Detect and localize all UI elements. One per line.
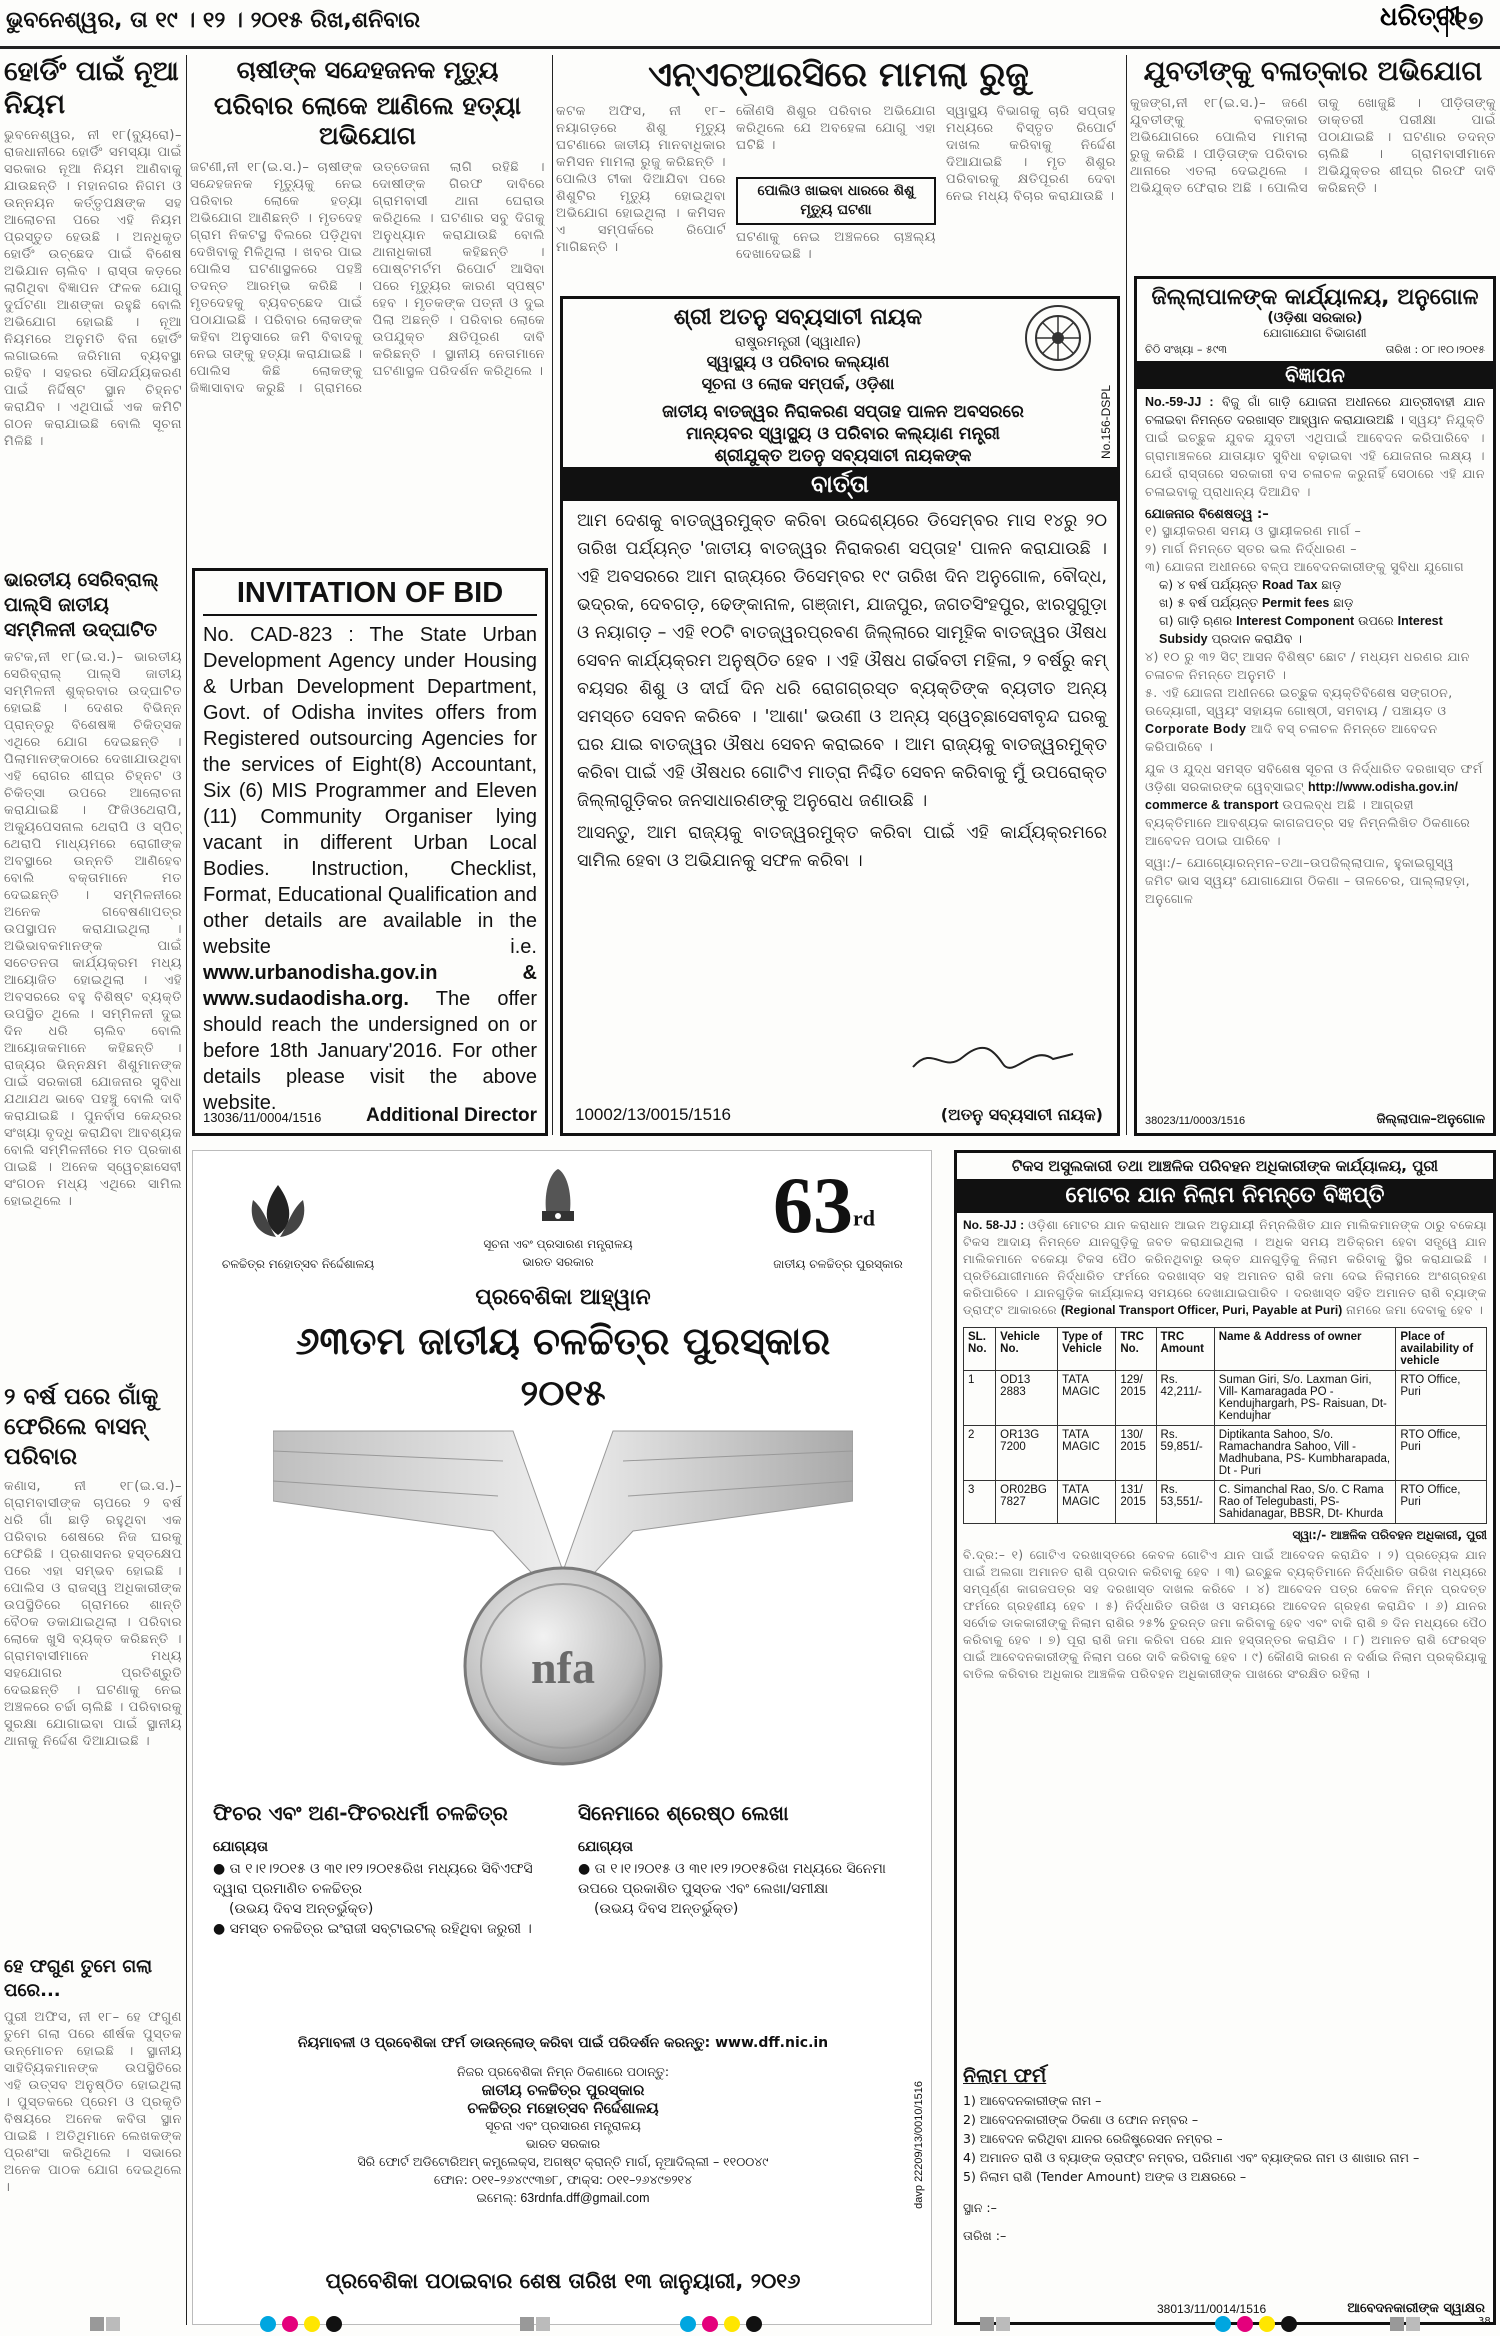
auction-form [963,2065,1487,2244]
vehicle-table-cell: 130/ 2015 [1116,1426,1156,1481]
vehicle-table-cell: 2 [964,1426,996,1481]
vehicle-table-cell: C. Simanchal Rao, S/o. C Rama Rao of Telegubasti, PS- Sahidanagar, BBSR, Dt- Khurda [1214,1481,1396,1524]
col1-story-basan: ୨ ବର୍ଷ ପରେ ଗାଁକୁ ଫେରିଲେ ବାସନ୍ ପରିବାର କଣାସ, ନୀ ୧୮(ଇ.ସ.)– ଗ୍ରାମବାସୀଙ୍କ ଚାପରେ ୨ ବର୍ଷ ଧରି ଗାଁ ଛାଡ଼ି ରହୁଥିବା ଏକ ପରିବାର ଶେଷରେ ନିଜ ଘରକୁ ଫେରିଛି । ପ୍ରଶାସନର ହସ୍ତକ୍ଷେପ ପରେ ଏହା ସମ୍ଭବ ହୋଇଛି । ପୋଲିସ ଓ ରାଜସ୍ୱ ଅଧିକାରୀଙ୍କ ଉପସ୍ଥିତିରେ ଗ୍ରାମରେ ଶାନ୍ତି ବୈଠକ ଡକାଯାଇଥିଲା । ପରିବାର ଲୋକେ ଖୁସି ବ୍ୟକ୍ତ କରିଛନ୍ତି । ଗ୍ରାମବାସୀମାନେ ମଧ୍ୟ ସହଯୋଗର ପ୍ରତିଶ୍ରୁତି ଦେଇଛନ୍ତି । ଘଟଣାକୁ ନେଇ ଅଞ୍ଚଳରେ ଚର୍ଚ୍ଚା ଚାଲିଛି । ପରିବାରକୁ ସୁରକ୍ଷା ଯୋଗାଇବା ପାଇଁ ସ୍ଥାନୀୟ ଥାନାକୁ ନିର୍ଦ୍ଦେଶ ଦିଆଯାଇଛି । [4,1384,182,1749]
addr-line-8[interactable]: ଇମେଲ୍: 63rdnfa.dff@gmail.com [476,2191,650,2205]
bid-website-1[interactable]: www.urbanodisha.gov.in & [203,962,537,984]
page-mark: 38 [1478,2316,1491,2327]
collector-sign: ଜିଲ୍ଲାପାଳ–ଅନୁଗୋଳ [1376,1112,1485,1127]
collector-code: 38023/11/0003/1516 [1145,1115,1246,1127]
auction-form-item: 3) ଆବେଦନ କରିଥିବା ଯାନର ରେଜିଷ୍ଟ୍ରେସନ ନମ୍ବର – [963,2131,1223,2146]
auction-form-item: 4) ଅମାନତ ରାଶି ଓ ବ୍ୟାଙ୍କ ଡ୍ରାଫ୍ଟ ନମ୍ବର, ପରିମାଣ ଏବଂ ବ୍ୟାଙ୍କର ନାମ ଓ ଶାଖାର ନାମ – [963,2150,1420,2165]
message-body [577,507,1107,1012]
addr-line-4: ସୂଚନା ଏବଂ ପ୍ରସାରଣ ମନ୍ତ୍ରାଳୟ [485,2118,641,2133]
bid-code: 13036/11/0004/1516 [203,1110,322,1125]
vehicle-table-header: Place of availability of vehicle [1396,1328,1487,1371]
corporate-body: Corporate Body [1145,722,1247,736]
collector-website-2[interactable]: commerce & transport [1145,798,1279,812]
vehicle-table-cell: 3 [964,1481,996,1524]
minister-signature [903,1039,1083,1079]
collector-features: ଯୋଜନାର ବିଶେଷତ୍ୱ :– [1145,507,1269,522]
interest-subsidy: Interest Subsidy [1159,614,1443,646]
addr-line-3: ଚଳଚ୍ଚିତ୍ର ମହୋତ୍ସବ ନିର୍ଦ୍ଦେଶାଳୟ [467,2099,659,2117]
interest-component: Interest Component [1236,614,1355,628]
vehicle-table-cell: RTO Office, Puri [1396,1371,1487,1426]
collector-website[interactable]: http://www.odisha.gov.in/ [1308,780,1459,794]
big-63-suffix: rd [853,1205,875,1231]
bid-ad [192,568,548,1136]
big-63: 63 [773,1162,853,1250]
medal-text: nfa [531,1642,595,1693]
minister-name: ଶ୍ରୀ ଅତନୁ ସବ୍ୟସାଚୀ ନାୟକ [673,305,923,330]
message-paragraph-2: ଆସନ୍ତୁ, ଆମ ରାଜ୍ୟକୁ ବାତଜ୍ୱରମୁକ୍ତ କରିବା ପାଇଁ ଏହି କାର୍ଯ୍ୟକ୍ରମରେ ସାମିଲ ହେବା ଓ ଅଭିଯାନକୁ ସଫଳ କରିବା । [577,823,1107,871]
vehicle-table-row [964,1426,1487,1481]
headline-farmer: ପରିବାର ଲୋକେ ଆଣିଲେ ହତ୍ୟା ଅଭିଯୋଗ [213,91,522,150]
category-feature-title: ଫିଚର ଏବଂ ଅଣ-ଫିଚରଧର୍ମୀ ଚଳଚ୍ଚିତ୍ର [213,1801,508,1825]
auction-form-item-label: ଆବେଦନକାରୀଙ୍କ ନାମ – [979,2093,1102,2108]
addr-line-2: ଜାତୀୟ ଚଳଚ୍ଚିତ୍ର ପୁରସ୍କାର [481,2081,645,2099]
category-writing-title: ସିନେମାରେ ଶ୍ରେଷ୍ଠ ଲେଖା [578,1801,789,1825]
category-feature: ଫିଚର ଏବଂ ଅଣ-ଫିଚରଧର୍ମୀ ଚଳଚ୍ଚିତ୍ର ଯୋଗ୍ୟତା ● ତା ୧।୧।୨୦୧୫ ଓ ୩୧।୧୨।୨୦୧୫ରିଖ ମଧ୍ୟରେ ସିବିଏଫସି ଦ୍ୱାରା ପ୍ରମାଣିତ ଚଳଚ୍ଚିତ୍ର (ଉଭୟ ଦିବସ ଅନ୍ତର୍ଭୁକ୍ତ) ● ସମସ୍ତ ଚଳଚ୍ଚିତ୍ର ଇଂରାଜୀ ସବ୍‌ଟାଇଟଲ୍ ରହିଥିବା ଜରୁରୀ । [213,1801,558,1939]
bid-tail: The offer should reach the undersigned on or before 18th January'2016. For other details please visit the above website. [203,988,537,1114]
headline-basan: ୨ ବର୍ଷ ପରେ ଗାଁକୁ ଫେରିଲେ ବାସନ୍ ପରିବାର [4,1384,159,1470]
story-nhrc: ଏନ୍‌ଏଚ୍‌ଆରସିରେ ମାମଲା ରୁଜୁ କଟକ ଅଫିସ, ନୀ ୧୮– ନୟାଗଡ଼ରେ ଶିଶୁ ମୃତ୍ୟୁ ଘଟଣାରେ ଜାତୀୟ ମାନବାଧିକାର କମିସନ ମାମଲା ରୁଜୁ କରିଛନ୍ତି । ପୋଲିଓ ଟୀକା ଦିଆଯିବା ପରେ ଶିଶୁଟିର ମୃତ୍ୟୁ ହୋଇଥିବା ଅଭିଯୋଗ ହୋଇଥିଲା । କମିସନ ଏ ସମ୍ପର୍କରେ ରିପୋର୍ଟ ମାଗିଛନ୍ତି । କୌଣସି ଶିଶୁର ପରିବାର ଅଭିଯୋଗ କରିଥିଲେ ଯେ ଅବହେଳା ଯୋଗୁ ଏହା ଘଟିଛି । ପୋଲିଓ ଖାଇବା ଧାରରେ ଶିଶୁ ମୃତ୍ୟୁ ଘଟଣା ଘଟଣାକୁ ନେଇ ଅଞ୍ଚଳରେ ଚାଞ୍ଚଲ୍ୟ ଦେଖାଦେଇଛି । ସ୍ୱାସ୍ଥ୍ୟ ବିଭାଗକୁ ଚାରି ସପ୍ତାହ ମଧ୍ୟରେ ବିସ୍ତୃତ ରିପୋର୍ଟ ଦାଖଲ କରିବାକୁ ନିର୍ଦ୍ଦେଶ ଦିଆଯାଇଛି । ମୃତ ଶିଶୁର ପରିବାରକୁ କ୍ଷତିପୂରଣ ଦେବା ନେଇ ମଧ୍ୟ ବିଚାର କରାଯାଉଛି । [556,55,1121,290]
story-farmer: ଚାଷୀଙ୍କ ସନ୍ଦେହଜନକ ମୃତ୍ୟୁ ପରିବାର ଲୋକେ ଆଣିଲେ ହତ୍ୟା ଅଭିଯୋଗ ଜଟଣୀ,ନୀ ୧୮(ଇ.ସ.)– ଚାଷୀଙ୍କ ସନ୍ଦେହଜନକ ମୃତ୍ୟୁକୁ ନେଇ ପରିବାର ଲୋକେ ହତ୍ୟା ଅଭିଯୋଗ ଆଣିଛନ୍ତି । ମୃତଦେହ ଗ୍ରାମ ନିକଟସ୍ଥ ବିଲରେ ପଡ଼ିଥିବା ଦେଖିବାକୁ ମିଳିଥିଲା । ଖବର ପାଇ ପୋଲିସ ଘଟଣାସ୍ଥଳରେ ପହଞ୍ଚି ତଦନ୍ତ ଆରମ୍ଭ କରିଛି । ମୃତଦେହକୁ ବ୍ୟବଚ୍ଛେଦ ପାଇଁ ପଠାଯାଇଛି । ପରିବାର ଲୋକଙ୍କ କହିବା ଅନୁସାରେ ଜମି ବିବାଦକୁ ନେଇ ତାଙ୍କୁ ହତ୍ୟା କରାଯାଇଛି । ପୋଲିସ କିଛି ଲୋକଙ୍କୁ ଜିଜ୍ଞାସାବାଦ କରୁଛି । ଗ୍ରାମରେ ଉତ୍ତେଜନା ଲାଗି ରହିଛି । ଦୋଷୀଙ୍କ ଗିରଫ ଦାବିରେ ଗ୍ରାମବାସୀ ଥାନା ଘେରାଉ କରିଥିଲେ । ଘଟଣାର ସବୁ ଦିଗକୁ ଅନୁଧ୍ୟାନ କରାଯାଉଛି ବୋଲି ଥାନାଧିକାରୀ କହିଛନ୍ତି । ପୋଷ୍ଟମର୍ଟମ ରିପୋର୍ଟ ଆସିବା ପରେ ମୃତ୍ୟୁର କାରଣ ସ୍ପଷ୍ଟ ହେବ । ମୃତକଙ୍କ ପତ୍ନୀ ଓ ଦୁଇ ପିଲା ଅଛନ୍ତି । ପରିବାର ଲୋକେ ଉପଯୁକ୍ତ କ୍ଷତିପୂରଣ ଦାବି କରିଛନ୍ତି । ସ୍ଥାନୀୟ ନେତାମାନେ ଘଟଣାସ୍ଥଳ ପରିଦର୍ଶନ କରିଥିଲେ । [190,56,545,396]
auction-form-item-label: ଆବେଦନ କରିଥିବା ଯାନର ରେଜିଷ୍ଟ୍ରେସନ ନମ୍ବର – [979,2131,1223,2146]
bid-website-2[interactable]: www.sudaodisha.org. [203,988,409,1010]
occasion-line-1: ଜାତୀୟ ବାତଜ୍ୱର ନିରାକରଣ ସପ୍ତାହ ପାଳନ ଅବସରରେ [662,402,1024,422]
auction-form-item: 5) ନିଲାମ ରାଶି (Tender Amount) ଅଙ୍କ ଓ ଅକ୍ଷରରେ – [963,2169,1247,2184]
vehicle-table-cell: 129/ 2015 [1116,1371,1156,1426]
vehicle-table-cell: TATA MAGIC [1058,1481,1116,1524]
vehicle-table-cell: Rs. 53,551/- [1156,1481,1214,1524]
auction-form-item-label: ଆବେଦନକାରୀଙ୍କ ଠିକଣା ଓ ଫୋନ ନମ୍ବର – [979,2112,1199,2127]
film-davp: davp 22209/13/0010/1516 [913,2081,925,2209]
film-download[interactable]: ନିୟମାବଳୀ ଓ ପ୍ରବେଶିକା ଫର୍ମ ଡାଉନ୍‌ଲୋଡ୍ କରିବା ପାଇଁ ପରିଦର୍ଶନ କରନ୍ତୁ: www.dff.nic.in [297,2035,829,2051]
rto-office: ଟିକସ ଅସୁଲକାରୀ ତଥା ଆଞ୍ଚଳିକ ପରିବହନ ଅଧିକାରୀଙ୍କ କାର୍ଯ୍ୟାଳୟ, ପୁରୀ [1011,1157,1439,1175]
headline-palsy: ଭାରତୀୟ ସେରିବ୍ରାଲ୍ ପାଲ୍ସି ଜାତୀୟ ସମ୍ମିଳନୀ ଉଦ୍‌ଘାଟିତ [4,569,159,641]
minister-dept-1: ସ୍ୱାସ୍ଥ୍ୟ ଓ ପରିବାର କଲ୍ୟାଣ [706,352,890,371]
category-writing-elig: ଯୋଗ୍ୟତା [578,1839,633,1855]
masthead-logo: ଧରିତ୍ରୀ [1380,2,1462,32]
film-63-logo [773,1161,913,1251]
occasion-line-3: ଶ୍ରୀଯୁକ୍ତ ଅତନୁ ସବ୍ୟସାଚୀ ନାୟକଙ୍କ [714,446,972,466]
kicker-farmer: ଚାଷୀଙ୍କ ସନ୍ଦେହଜନକ ମୃତ୍ୟୁ [236,56,499,84]
message-banner [563,467,1117,501]
minister-sign-name: (ଅତନୁ ସବ୍ୟସାଚୀ ନାୟକ) [940,1105,1103,1124]
call-for-entries: ପ୍ରବେଶିକା ଆହ୍ୱାନ [475,1285,651,1310]
message-label: ବାର୍ତ୍ତା [810,470,870,498]
collector-p1: ବିଜୁ ଗାଁ ଗାଡ଼ି ଯୋଜନା ଅଧୀନରେ ଯାତ୍ରୀବାହୀ ଯାନ ଚଳାଇବା ନିମନ୍ତେ ଦରଖାସ୍ତ ଆହ୍ୱାନ କରାଯାଉଅଛି । [1145,394,1485,427]
minister-dept-2: ସୂଚନା ଓ ଲୋକ ସମ୍ପର୍କ, ଓଡ଼ିଶା [701,374,895,393]
vehicle-table-cell: 1 [964,1371,996,1426]
form-place: ସ୍ଥାନ :– [963,2200,997,2215]
medal-icon [273,1421,853,1766]
category-writing: ସିନେମାରେ ଶ୍ରେଷ୍ଠ ଲେଖା ଯୋଗ୍ୟତା ● ତା ୧।୧।୨୦୧୫ ଓ ୩୧।୧୨।୨୦୧୫ରିଖ ମଧ୍ୟରେ ସିନେମା ଉପରେ ପ୍ରକାଶିତ ପୁସ୍ତକ ଏବଂ ଲେଖା/ସମୀକ୍ଷା (ଉଭୟ ଦିବସ ଅନ୍ତର୍ଭୁକ୍ତ) [578,1801,918,1919]
story-rape: ଯୁବତୀଙ୍କୁ ବଳାତ୍କାର ଅଭିଯୋଗ କୁଜଙ୍ଗ,ନୀ ୧୮(ଇ.ସ.)– ଜଣେ ଯୁବତୀଙ୍କୁ ବଳାତ୍କାର ଅଭିଯୋଗରେ ପୋଲିସ ମାମଲା ରୁଜୁ କରିଛି । ପୀଡ଼ିତାଙ୍କ ପରିବାର ଥାନାରେ ଏତଲା ଦେଇଥିଲେ । ଅଭିଯୁକ୍ତ ଫେରାର ଅଛି । ପୋଲିସ ତାକୁ ଖୋଜୁଛି । ପୀଡ଼ିତାଙ୍କୁ ଡାକ୍ତରୀ ପରୀକ୍ଷା ପାଇଁ ପଠାଯାଇଛି । ଘଟଣାର ତଦନ୍ତ ଚାଲିଛି । ଗ୍ରାମବାସୀମାନେ ଅଭିଯୁକ୍ତର ଶୀଘ୍ର ଗିରଫ ଦାବି କରିଛନ୍ତି । [1130,56,1496,196]
vehicle-table-header: SL. No. [964,1328,996,1371]
vehicle-table-cell: RTO Office, Puri [1396,1481,1487,1524]
konark-wheel-icon [1027,307,1089,369]
film-award-title: ୬୩ତମ ଜାତୀୟ ଚଳଚ୍ଚିତ୍ର ପୁରସ୍କାର [295,1319,831,1363]
headline-hoarding: ହୋର୍ଡିଂ ପାଇଁ ନୂଆ ନିୟମ [4,56,179,120]
auction-form-title: ନିଲାମ ଫର୍ମ [963,2065,1047,2087]
collector-letter-no: ଚିଠି ସଂଖ୍ୟା – ୫୯୩ [1145,343,1227,356]
auction-form-item: 2) ଆବେଦନକାରୀଙ୍କ ଠିକଣା ଓ ଫୋନ ନମ୍ବର – [963,2112,1199,2127]
vehicle-table-header: TRC No. [1116,1328,1156,1371]
feature-eligibility-2: ସମସ୍ତ ଚଳଚ୍ଚିତ୍ର ଇଂରାଜୀ ସବ୍‌ଟାଇଟଲ୍ ରହିଥିବା ଜରୁରୀ । [229,1921,532,1937]
collector-date: ତାରିଖ : ୦୮।୧୦।୨୦୧୫ [1385,343,1485,356]
bid-signatory: Additional Director [365,1105,537,1126]
col1-story-hoarding: ହୋର୍ଡିଂ ପାଇଁ ନୂଆ ନିୟମ ଭୁବନେଶ୍ୱର, ନୀ ୧୮(ବ୍ୟୁରୋ)– ରାଜଧାନୀରେ ହୋର୍ଡିଂ ସମସ୍ୟା ପାଇଁ ସରକାର ନୂଆ ନିୟମ ଆଣିବାକୁ ଯାଉଛନ୍ତି । ମହାନଗର ନିଗମ ଓ ଉନ୍ନୟନ କର୍ତ୍ତୃପକ୍ଷଙ୍କ ସହ ଆଲୋଚନା ପରେ ଏହି ନିୟମ ପ୍ରସ୍ତୁତ ହେଉଛି । ଅନଧିକୃତ ହୋର୍ଡିଂ ଉଚ୍ଛେଦ ପାଇଁ ବିଶେଷ ଅଭିଯାନ ଚାଲିବ । ରାସ୍ତା କଡ଼ରେ ଲାଗିଥିବା ବିଜ୍ଞାପନ ଫଳକ ଯୋଗୁ ଦୁର୍ଘଟଣା ଆଶଙ୍କା ରହୁଛି ବୋଲି ଅଭିଯୋଗ ହୋଇଛି । ନୂଆ ନିୟମରେ ଅନୁମତି ବିନା ହୋର୍ଡିଂ ଲଗାଇଲେ ଜରିମାନା ବ୍ୟବସ୍ଥା ରହିବ । ସହରର ସୌନ୍ଦର୍ଯ୍ୟକରଣ ପାଇଁ ନିର୍ଦ୍ଦିଷ୍ଟ ସ୍ଥାନ ଚିହ୍ନଟ କରାଯିବ । ଏଥିପାଇଁ ଏକ କମିଟି ଗଠନ କରାଯାଇଛି ବୋଲି ସୂଚନା ମିଳିଛି । [4,56,182,449]
vehicle-table-cell: OD13 2883 [996,1371,1058,1426]
collector-title: ଜିଲ୍ଲାପାଳଙ୍କ କାର୍ଯ୍ୟାଳୟ, ଅନୁଗୋଳ [1151,285,1479,310]
dff-logo [233,1175,323,1255]
lotus-icon [233,1175,323,1255]
road-tax: Road Tax [1262,578,1318,592]
addr-line-1: ନିଜର ପ୍ରବେଶିକା ନିମ୍ନ ଠିକଣାରେ ପଠାନ୍ତୁ: [456,2064,670,2079]
header-rule [0,46,1500,49]
vehicle-table-cell: TATA MAGIC [1058,1426,1116,1481]
rto-no: No. 58-JJ : [963,1218,1025,1232]
org-center-2: ଭାରତ ସରକାର [522,1255,594,1269]
collector-banner: ବିଜ୍ଞାପନ [1137,361,1493,389]
rto-auction-ad: ଟିକସ ଅସୁଲକାରୀ ତଥା ଆଞ୍ଚଳିକ ପରିବହନ ଅଧିକାରୀଙ୍କ କାର୍ଯ୍ୟାଳୟ, ପୁରୀ ମୋଟର ଯାନ ନିଲାମ ନିମନ୍ତେ ବିଜ୍ଞପ୍ତି No. 58-JJ : ଓଡ଼ିଶା ମୋଟର ଯାନ କରାଧାନ ଆଇନ ଅନୁଯାୟୀ ନିମ୍ନଲିଖିତ ଯାନ ମାଲିକମାନଙ୍କ ଠାରୁ ବକେୟା ଟିକସ ଆଦାୟ ନିମନ୍ତେ ଯାନଗୁଡ଼ିକୁ ଜବତ କରାଯାଇଥିଲା । ଅଧିକ ସମୟ ଅତିକ୍ରମ ହେବା ସତ୍ତ୍ୱେ ଯାନ ମାଲିକମାନେ ବକେୟା ଟିକସ ପୈଠ କରିନଥିବାରୁ ଉକ୍ତ ଯାନଗୁଡ଼ିକୁ ନିଲାମ କରିବାକୁ ସ୍ଥିର କରାଯାଇଛି । ପ୍ରତିଯୋଗୀମାନେ ନିର୍ଦ୍ଧାରିତ ଫର୍ମରେ ଦରଖାସ୍ତ ସହ ଅମାନତ ରାଶି ଜମା ଦେଇ ନିଲାମରେ ଅଂଶଗ୍ରହଣ କରିପାରିବେ । ଯାନଗୁଡ଼ିକ କାର୍ଯ୍ୟାଳୟ ସମୟରେ ଦେଖାଯାଇପାରିବ । ଦରଖାସ୍ତ ସହିତ ଅମାନତ ରାଶି ବ୍ୟାଙ୍କ ଡ୍ରାଫ୍ଟ ଆକାରରେ (Regional Transport Officer, Puri, Payable at Puri) ନାମରେ ଜମା ଦେବାକୁ ହେବ । SL. No. Vehicle No. Type of Vehicle TRC No. TRC Amount Name & Address of owner Place of availability of vehicle 1 OD13 2883 TATA MAGIC 129/ 2015 Rs. 42,211/- Suman Giri, S/o. Laxman Giri, Vill- Kamaragada PO - Kendujhargarh, PS- Raisuan, Dt-Kendujhar RTO Office, Puri 2 OR13G 7200 TATA MAGIC 130/ 2015 Rs. 59,851/- Diptikanta Sahoo, S/o. Ramachandra Sahoo, Vill - Madhubana, PS- Kumbharapada, Dt - Puri RTO Office, Puri 3 OR02BG 7827 TATA MAGIC 131/ 2015 Rs. 53,551/- C. Simanchal Rao, S/o. C Rama Rao of Telegubasti, PS- Sahidanagar, BBSR, Dt- Khurda RTO Office, Puri ସ୍ୱା:/- ଆଞ୍ଚଳିକ ପରିବହନ ଅଧିକାରୀ, ପୁରୀ ବି.ଦ୍ର:– ୧) ଗୋଟିଏ ଦରଖାସ୍ତରେ କେବଳ ଗୋଟିଏ ଯାନ ପାଇଁ ଆବେଦନ କରାଯିବ । ୨) ପ୍ରତ୍ୟେକ ଯାନ ପାଇଁ ଅଲଗା ଅମାନତ ରାଶି ପ୍ରଦାନ କରିବାକୁ ହେବ । ୩) ଇଚ୍ଛୁକ ବ୍ୟକ୍ତିମାନେ ନିର୍ଦ୍ଧାରିତ ତାରିଖ ମଧ୍ୟରେ ସମ୍ପୂର୍ଣ୍ଣ କାଗଜପତ୍ର ସହ ଦରଖାସ୍ତ ଦାଖଲ କରିବେ । ୪) ଆବେଦନ ପତ୍ର କେବଳ ନିମ୍ନ ପ୍ରଦତ୍ତ ଫର୍ମରେ ଗ୍ରହଣୀୟ ହେବ । ୫) ନିର୍ଦ୍ଧାରିତ ତାରିଖ ଓ ସମୟରେ ଆବେଦନ ଗ୍ରହଣ କରାଯିବ । ୬) ଯାନର ସର୍ବୋଚ୍ଚ ଡାକକାରୀଙ୍କୁ ନିଲାମ ରାଶିର ୨୫% ତୁରନ୍ତ ଜମା କରିବାକୁ ହେବ ଏବଂ ବାକି ରାଶି ୭ ଦିନ ମଧ୍ୟରେ ପୈଠ କରିବାକୁ ହେବ । ୭) ପୂରା ରାଶି ଜମା କରିବା ପରେ ଯାନ ହସ୍ତାନ୍ତର କରାଯିବ । ୮) ଅମାନତ ରାଶି ଫେରସ୍ତ ପାଇଁ ଆବେଦନକାରୀଙ୍କୁ ନିଲାମ ପରେ ଦାବି କରିବାକୁ ହେବ । ୯) କୌଣସି କାରଣ ନ ଦର୍ଶାଇ ନିଲାମ ପ୍ରକ୍ରିୟାକୁ ବାତିଲ କରିବାର ଅଧିକାର ଆଞ୍ଚଳିକ ପରିବହନ ଅଧିକାରୀଙ୍କ ପାଖରେ ସଂରକ୍ଷିତ ରହିଲା । ନିଲାମ ଫର୍ମ 1) ଆବେଦନକାରୀଙ୍କ ନାମ – 2) ଆବେଦନକାରୀଙ୍କ ଠିକଣା ଓ ଫୋନ ନମ୍ବର – 3) ଆବେଦନ କରିଥିବା ଯାନର ରେଜିଷ୍ଟ୍ରେସନ ନମ୍ବର – 4) ଅମାନତ ରାଶି ଓ ବ୍ୟାଙ୍କ ଡ୍ରାଫ୍ଟ ନମ୍ବର, ପରିମାଣ ଏବଂ ବ୍ୟାଙ୍କର ନାମ ଓ ଶାଖାର ନାମ – 5) ନିଲାମ ରାଶି (Tender Amount) ଅଙ୍କ ଓ ଅକ୍ଷରରେ – ସ୍ଥାନ :– ତାରିଖ :– 38013/11/0014/1516 ଆବେଦନକାରୀଙ୍କ ସ୍ୱାକ୍ଷର [954,1150,1496,2325]
medal-graphic [273,1421,853,1766]
vehicle-table-row [964,1481,1487,1524]
rto-sign-2: ଆବେଦନକାରୀଙ୍କ ସ୍ୱାକ୍ଷର [1347,2301,1485,2316]
rto-title: ମୋଟର ଯାନ ନିଲାମ ନିମନ୍ତେ ବିଜ୍ଞପ୍ତି [957,1179,1493,1213]
vehicle-table-header: TRC Amount [1156,1328,1214,1371]
category-feature-elig: ଯୋଗ୍ୟତା [213,1839,268,1855]
film-last-date: ପ୍ରବେଶିକା ପଠାଇବାର ଶେଷ ତାରିଖ ୧୩ ଜାନୁୟାରୀ, ୨୦୧୬ [325,2269,801,2293]
vehicle-table-cell: RTO Office, Puri [1396,1426,1487,1481]
minister-code: 10002/13/0015/1516 [575,1105,731,1124]
page-header [0,0,1500,48]
writing-eligibility-1-sub: (ଉଭୟ ଦିବସ ଅନ୍ତର୍ଭୁକ୍ତ) [594,1901,739,1917]
vehicle-table-header: Type of Vehicle [1058,1328,1116,1371]
bid-title: INVITATION OF BID [203,577,537,616]
rto-code: 38013/11/0014/1516 [1157,2302,1267,2316]
vehicle-table-header: Vehicle No. [996,1328,1058,1371]
page-number: ୧୭ [1446,6,1483,37]
film-address [193,2063,933,2207]
headline-fagun: ହେ ଫଗୁଣ ତୁମେ ଗଲା ପରେ... [4,1956,153,2001]
collector-section: ଯୋଗାଯୋଗ ବିଭାଗଣୀ [1263,326,1367,340]
writing-eligibility-1: ତା ୧।୧।୨୦୧୫ ଓ ୩୧।୧୨।୨୦୧୫ରିଖ ମଧ୍ୟରେ ସିନେମା ଉପରେ ପ୍ରକାଶିତ ପୁସ୍ତକ ଏବଂ ଲେଖା/ସମୀକ୍ଷା [578,1861,886,1897]
org-center-1: ସୂଚନା ଏବଂ ପ୍ରସାରଣ ମନ୍ତ୍ରାଳୟ [483,1237,633,1251]
auction-form-item: 1) ଆବେଦନକାରୀଙ୍କ ନାମ – [963,2093,1102,2108]
film-award-ad [192,1150,932,2325]
vehicle-table-cell: OR02BG 7827 [996,1481,1058,1524]
minister-role: ରାଷ୍ଟ୍ରମନ୍ତ୍ରୀ (ସ୍ୱାଧୀନ) [734,334,862,350]
org-right: ଜାତୀୟ ଚଳଚ୍ଚିତ୍ର ପୁରସ୍କାର [773,1257,903,1271]
odisha-emblem [1025,305,1091,371]
occasion-line-2: ମାନ୍ୟବର ସ୍ୱାସ୍ଥ୍ୟ ଓ ପରିବାର କଲ୍ୟାଣ ମନ୍ତ୍ରୀ [686,424,1000,444]
form-date: ତାରିଖ :– [963,2228,1007,2243]
vehicle-table [963,1327,1487,1524]
rto-draft-payee: (Regional Transport Officer, Puri, Payable at Puri) [1060,1303,1343,1317]
rto-sign-1: ସ୍ୱା:/- ଆଞ୍ଚଳିକ ପରିବହନ ଅଧିକାରୀ, ପୁରୀ [1292,1528,1487,1542]
headline-nhrc: ଏନ୍‌ଏଚ୍‌ଆରସିରେ ମାମଲା ରୁଜୁ [648,55,1029,95]
vehicle-table-cell: Suman Giri, S/o. Laxman Giri, Vill- Kamaragada PO - Kendujhargarh, PS- Raisuan, Dt-Kendujhar [1214,1371,1396,1426]
headline-rape: ଯୁବତୀଙ୍କୁ ବଳାତ୍କାର ଅଭିଯୋଗ [1143,56,1483,87]
dspl-code: No.156-DSPL [1099,385,1113,460]
vehicle-table-cell: Diptikanta Sahoo, S/o. Ramachandra Sahoo, Vill - Madhubana, PS- Kumbharapada, Dt - Puri [1214,1426,1396,1481]
ashoka-emblem [528,1161,588,1231]
feature-eligibility-1: ତା ୧।୧।୨୦୧୫ ଓ ୩୧।୧୨।୨୦୧୫ରିଖ ମଧ୍ୟରେ ସିବିଏଫସି ଦ୍ୱାରା ପ୍ରମାଣିତ ଚଳଚ୍ଚିତ୍ର [213,1861,533,1897]
minister-ad [560,296,1120,1136]
vehicle-table-cell: TATA MAGIC [1058,1371,1116,1426]
bid-body: No. CAD-823 : The State Urban Development Agency under Housing & Urban Development Department, Govt. of Odisha invites offers from Registered outsourcing Agencies for the services of Eight(8) Accountant, Six (6) MIS Programmer and Eleven (11) Community Organiser lying vacant in different Urban Local Bodies. Instruction, Checklist, Format, Educational Qualification and other details are available in the website i.e. [203,624,537,958]
col1-story-palsy: ଭାରତୀୟ ସେରିବ୍ରାଲ୍ ପାଲ୍ସି ଜାତୀୟ ସମ୍ମିଳନୀ ଉଦ୍‌ଘାଟିତ କଟକ,ନୀ ୧୮(ଇ.ସ.)– ଭାରତୀୟ ସେରିବ୍ରାଲ୍ ପାଲ୍ସି ଜାତୀୟ ସମ୍ମିଳନୀ ଶୁକ୍ରବାର ଉଦ୍‌ଘାଟିତ ହୋଇଛି । ଦେଶର ବିଭିନ୍ନ ପ୍ରାନ୍ତରୁ ବିଶେଷଜ୍ଞ ଚିକିତ୍ସକ ଏଥିରେ ଯୋଗ ଦେଇଛନ୍ତି । ପିଲାମାନଙ୍କଠାରେ ଦେଖାଯାଉଥିବା ଏହି ରୋଗର ଶୀଘ୍ର ଚିହ୍ନଟ ଓ ଚିକିତ୍ସା ଉପରେ ଆଲୋଚନା କରାଯାଇଛି । ଫିଜିଓଥେରାପି, ଅକ୍ୟୁପେସନାଲ ଥେରାପି ଓ ସ୍ପିଚ୍ ଥେରାପି ମାଧ୍ୟମରେ ରୋଗୀଙ୍କ ଅବସ୍ଥାରେ ଉନ୍ନତି ଆଣିହେବ ବୋଲି ବକ୍ତାମାନେ ମତ ଦେଇଛନ୍ତି । ସମ୍ମିଳନୀରେ ଅନେକ ଗବେଷଣାପତ୍ର ଉପସ୍ଥାପନ କରାଯାଇଥିଲା । ଅଭିଭାବକମାନଙ୍କ ପାଇଁ ସଚେତନତା କାର୍ଯ୍ୟକ୍ରମ ମଧ୍ୟ ଆୟୋଜିତ ହୋଇଥିଲା । ଏହି ଅବସରରେ ବହୁ ବିଶିଷ୍ଟ ବ୍ୟକ୍ତି ଉପସ୍ଥିତ ଥିଲେ । ସମ୍ମିଳନୀ ଦୁଇ ଦିନ ଧରି ଚାଲିବ ବୋଲି ଆୟୋଜକମାନେ କହିଛନ୍ତି । ରାଜ୍ୟର ଭିନ୍ନକ୍ଷମ ଶିଶୁମାନଙ୍କ ପାଇଁ ସରକାରୀ ଯୋଜନାର ସୁବିଧା ଯଥାଯଥ ଭାବେ ପହଞ୍ଚୁ ବୋଲି ଦାବି କରାଯାଇଛି । ପୁନର୍ବାସ କେନ୍ଦ୍ରର ସଂଖ୍ୟା ବୃଦ୍ଧି କରାଯିବା ଆବଶ୍ୟକ ବୋଲି ସମ୍ମିଳନୀରେ ମତ ପ୍ରକାଶ ପାଇଛି । ଅନେକ ସ୍ୱେଚ୍ଛାସେବୀ ସଂଗଠନ ମଧ୍ୟ ଏଥିରେ ସାମିଲ ହୋଇଥିଲେ । [4,569,182,1209]
vehicle-table-cell: 131/ 2015 [1116,1481,1156,1524]
ashoka-emblem-icon [528,1161,588,1231]
signature-scribble [903,1039,1083,1079]
auction-form-item-label: ନିଲାମ ରାଶି (Tender Amount) ଅଙ୍କ ଓ ଅକ୍ଷରରେ – [979,2169,1247,2184]
addr-line-6: ସିରି ଫୋର୍ଟ ଅଡିଟୋରିଅମ୍ କମ୍ପ୍ଲେକ୍ସ, ଅଗଷ୍ଟ କ୍ରାନ୍ତି ମାର୍ଗ, ନୂଆଦିଲ୍ଲୀ – ୧୧୦୦୪୯ [357,2154,769,2169]
collector-ad: ଜିଲ୍ଲାପାଳଙ୍କ କାର୍ଯ୍ୟାଳୟ, ଅନୁଗୋଳ (ଓଡ଼ିଶା ସରକାର) ଯୋଗାଯୋଗ ବିଭାଗଣୀ ଚିଠି ସଂଖ୍ୟା – ୫୯୩ ତାରିଖ : ୦୮।୧୦।୨୦୧୫ ବିଜ୍ଞାପନ No.-59-JJ : ବିଜୁ ଗାଁ ଗାଡ଼ି ଯୋଜନା ଅଧୀନରେ ଯାତ୍ରୀବାହୀ ଯାନ ଚଳାଇବା ନିମନ୍ତେ ଦରଖାସ୍ତ ଆହ୍ୱାନ କରାଯାଉଅଛି । ସ୍ୱୟଂ ନିଯୁକ୍ତି ପାଇଁ ଇଚ୍ଛୁକ ଯୁବକ ଯୁବତୀ ଏଥିପାଇଁ ଆବେଦନ କରିପାରିବେ । ଗ୍ରାମାଞ୍ଚଳରେ ଯାତାୟାତ ସୁବିଧା ବଢ଼ାଇବା ଏହି ଯୋଜନାର ଲକ୍ଷ୍ୟ । ଯେଉଁ ରାସ୍ତାରେ ସରକାରୀ ବସ ଚଳାଚଳ କରୁନାହିଁ ସେଠାରେ ଏହି ଯାନ ଚଳାଇବାକୁ ପ୍ରାଧାନ୍ୟ ଦିଆଯିବ । ଯୋଜନାର ବିଶେଷତ୍ୱ :– ୧) ସ୍ଥାୟୀକରଣ ସମୟ ଓ ସ୍ଥାୟୀକରଣ ମାର୍ଗ – ୨) ମାର୍ଗ ନିମନ୍ତେ ସ୍ତର ଭଲ ନିର୍ଦ୍ଧାରଣ – ୩) ଯୋଜନା ଅଧୀନରେ ବଳ୍ପ ଆବେଦନକାରୀଙ୍କୁ ସୁବିଧା ଯୁଗୋଗ କ) ୪ ବର୍ଷ ପର୍ଯ୍ୟନ୍ତ Road Tax ଛାଡ଼ ଖ) ୫ ବର୍ଷ ପର୍ଯ୍ୟନ୍ତ Permit fees ଛାଡ଼ ଗ) ଗାଡ଼ି ଋଣର Interest Component ଉପରେ Interest Subsidy ପ୍ରଦାନ କରାଯିବ । ୪) ୧୦ ରୁ ୩୨ ସିଟ୍ ଆସନ ବିଶିଷ୍ଟ ଛୋଟ / ମଧ୍ୟମ ଧରଣର ଯାନ ଚଳାଚଳ ନିମନ୍ତେ ଅନୁମତି । ୫. ଏହି ଯୋଜନା ଅଧୀନରେ ଇଚ୍ଛୁକ ବ୍ୟକ୍ତିବିଶେଷ ସଙ୍ଗଠନ, ଉଦ୍ୟୋଗୀ, ସ୍ୱୟଂ ସହାୟକ ଗୋଷ୍ଠୀ, ସମବାୟ / ପଞ୍ଚାୟତ ଓ Corporate Body ଆଦି ବସ୍ ଚଳାଚଳ ନିମନ୍ତେ ଆବେଦନ କରିପାରିବେ । ଯୁକ ଓ ଯୁଦ୍ଧ ସମସ୍ତ ସବିଶେଷ ସୂଚନା ଓ ନିର୍ଦ୍ଧାରିତ ଦରଖାସ୍ତ ଫର୍ମ ଓଡ଼ିଶା ସରକାରଙ୍କ ୱେବ୍‌ସାଇଟ୍ http://www.odisha.gov.in/ commerce & transport ଉପଲବ୍ଧ ଅଛି । ଆଗ୍ରହୀ ବ୍ୟକ୍ତିମାନେ ଆବଶ୍ୟକ କାଗଜପତ୍ର ସହ ନିମ୍ନଲିଖିତ ଠିକଣାରେ ଆବେଦନ ପଠାଇ ପାରିବେ । ସ୍ୱା:/– ଯୋଗ୍ୟୋରନ୍ମନ–ତଥା–ଉପଜିଲ୍ଲାପାଳ, ହୁକାଇଗୁସ୍ୱ ଜମିଟ ଭାସ ସ୍ୱୟଂ ଯୋଗାଯୋଗ ଠିକଣା – ତାଳଚେର, ପାଲ୍ଲାହଡ଼ା, ଅନୁଗୋଳ 38023/11/0003/1516 ଜିଲ୍ଲାପାଳ–ଅନୁଗୋଳ [1134,276,1496,1136]
vehicle-table-row [964,1371,1487,1426]
auction-form-item-label: ଅମାନତ ରାଶି ଓ ବ୍ୟାଙ୍କ ଡ୍ରାଫ୍ଟ ନମ୍ବର, ପରିମାଣ ଏବଂ ବ୍ୟାଙ୍କର ନାମ ଓ ଶାଖାର ନାମ – [979,2150,1420,2165]
film-award-year: ୨୦୧୫ [520,1373,606,1414]
org-left: ଚଳଚ୍ଚିତ୍ର ମହୋତ୍ସବ ନିର୍ଦ୍ଦେଶାଳୟ [221,1257,375,1271]
vehicle-table-cell: Rs. 42,211/- [1156,1371,1214,1426]
collector-subtitle: (ଓଡ଼ିଶା ସରକାର) [1267,310,1363,326]
vehicle-table-cell: Rs. 59,851/- [1156,1426,1214,1481]
col1-story-fagun: ହେ ଫଗୁଣ ତୁମେ ଗଲା ପରେ... ପୁରୀ ଅଫିସ, ନୀ ୧୮– ହେ ଫଗୁଣ ତୁମେ ଗଲା ପରେ ଶୀର୍ଷକ ପୁସ୍ତକ ଉନ୍ମୋଚନ ହୋଇଛି । ସ୍ଥାନୀୟ ସାହିତ୍ୟିକମାନଙ୍କ ଉପସ୍ଥିତିରେ ଏହି ଉତ୍ସବ ଅନୁଷ୍ଠିତ ହୋଇଥିଲା । ପୁସ୍ତକରେ ପ୍ରେମ ଓ ପ୍ରକୃତି ବିଷୟରେ ଅନେକ କବିତା ସ୍ଥାନ ପାଇଛି । ଅତିଥିମାନେ ଲେଖକଙ୍କ ପ୍ରଶଂସା କରିଥିଲେ । ସଭାରେ ଅନେକ ପାଠକ ଯୋଗ ଦେଇଥିଲେ । [4,1956,182,2195]
addr-line-5: ଭାରତ ସରକାର [525,2136,601,2151]
dateline: ଭୁବନେଶ୍ୱର, ତା ୧୯ । ୧୨ । ୨୦୧୫ ରିଖ,ଶନିବାର [6,8,421,33]
addr-line-7: ଫୋନ: ୦୧୧–୨୬୪୯୯୩୭୮, ଫାକ୍ସ: ୦୧୧–୨୬୪୯୭୨୧୪ [433,2172,693,2187]
minister-ad-header [573,305,1113,467]
permit-fees: Permit fees [1261,596,1330,610]
collector-no: No.-59-JJ : [1145,395,1214,409]
message-paragraph-1: ଆମ ଦେଶକୁ ବାତଜ୍ୱରମୁକ୍ତ କରିବା ଉଦ୍ଦେଶ୍ୟରେ ଡିସେମ୍ବର ମାସ ୧୪ରୁ ୨୦ ତାରିଖ ପର୍ଯ୍ୟନ୍ତ 'ଜାତୀୟ ବାତଜ୍ୱର ନିରାକରଣ ସପ୍ତାହ' ପାଳନ କରାଯାଉଛି । ଏହି ଅବସରରେ ଆମ ରାଜ୍ୟରେ ଡିସେମ୍ବର ୧୯ ତାରିଖ ଦିନ ଅନୁଗୋଳ, ବୌଦ୍ଧ, ଭଦ୍ରକ, ଦେବଗଡ଼, ଢେଙ୍କାନାଳ, ଗଞ୍ଜାମ, ଯାଜପୁର, ଜଗତସିଂହପୁର, ଝାରସୁଗୁଡ଼ା ଓ ନୟାଗଡ଼ – ଏହି ୧୦ଟି ବାତଜ୍ୱରପ୍ରବଣ ଜିଲ୍ଲାରେ ସାମୂହିକ ବାତଜ୍ୱର ଔଷଧ ସେବନ କାର୍ଯ୍ୟକ୍ରମ ଅନୁଷ୍ଠିତ ହେବ । ଏହି ଔଷଧ ଗର୍ଭବତୀ ମହିଳା, ୨ ବର୍ଷରୁ କମ୍ ବୟସର ଶିଶୁ ଓ ଦୀର୍ଘ ଦିନ ଧରି ରୋଗଗ୍ରସ୍ତ ବ୍ୟକ୍ତିଙ୍କ ବ୍ୟତୀତ ଅନ୍ୟ ସମସ୍ତେ ସେବନ କରିବେ । 'ଆଶା' ଭଉଣୀ ଓ ଅନ୍ୟ ସ୍ୱେଚ୍ଛାସେବୀବୃନ୍ଦ ଘରକୁ ଘର ଯାଇ ବାତଜ୍ୱର ଔଷଧ ସେବନ କରାଇବେ । ଆମ ରାଜ୍ୟକୁ ବାତଜ୍ୱରମୁକ୍ତ କରିବା ପାଇଁ ଏହି ଔଷଧର ଗୋଟିଏ ମାତ୍ରା ନିଶ୍ଚିତ ସେବନ କରିବାକୁ ମୁଁ ଉପରୋକ୍ତ ଜିଲ୍ଲାଗୁଡ଼ିକର ଜନସାଧାରଣଙ୍କୁ ଅନୁରୋଧ ଜଣାଉଛି । [577,511,1107,811]
boxed-headline-polio: ପୋଲିଓ ଖାଇବା ଧାରରେ ଶିଶୁ ମୃତ୍ୟୁ ଘଟଣା [736,177,936,225]
feature-eligibility-1-sub: (ଉଭୟ ଦିବସ ଅନ୍ତର୍ଭୁକ୍ତ) [229,1901,374,1917]
vehicle-table-header: Name & Address of owner [1214,1328,1396,1371]
vehicle-table-cell: OR13G 7200 [996,1426,1058,1481]
print-registration-marks [0,2316,1500,2333]
